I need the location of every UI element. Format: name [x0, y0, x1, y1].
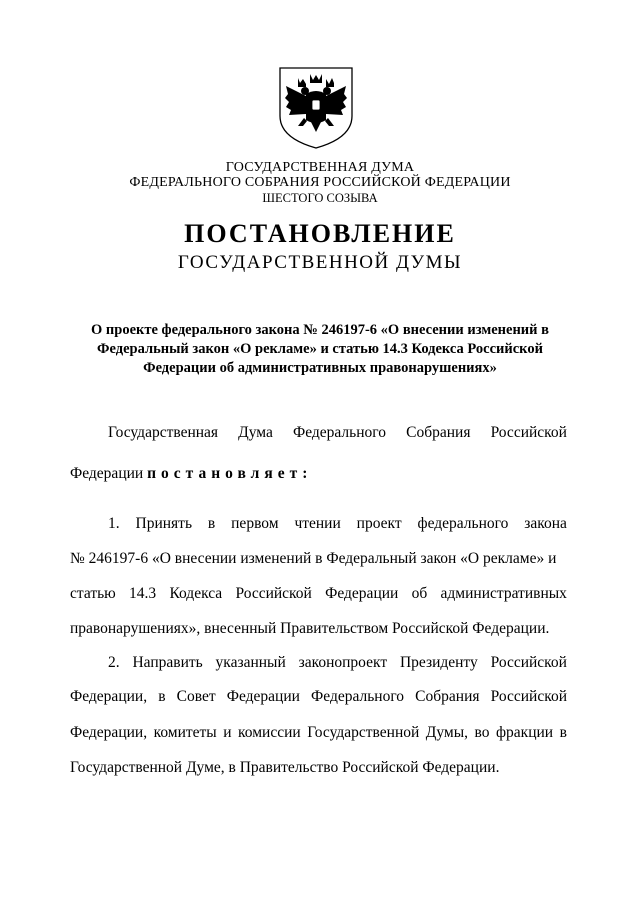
item-word: Совет [176, 688, 216, 705]
item-word: проект [356, 515, 402, 532]
item-word: 2. [108, 654, 120, 671]
item-word: статью [70, 585, 116, 602]
item-word: Федерации, [70, 724, 148, 741]
item-word: Федерального [311, 688, 405, 705]
preamble-lead: Федерации [70, 465, 144, 482]
item2-line3 [70, 724, 567, 742]
item-word: Российской [490, 654, 567, 671]
subject-line: О проекте федерального закона № 246197-6 «О внесении изменений в [91, 322, 549, 338]
item-word: и [223, 724, 232, 741]
item-word: административных [440, 585, 567, 602]
item2-line4: Государственной Думе, в Правительство Российской Федерации. [70, 759, 500, 776]
preamble-word: Собрания [406, 424, 471, 441]
item-word: Федерации [226, 688, 300, 705]
item-word: 1. [108, 515, 120, 532]
item-word: Направить [132, 654, 203, 671]
item-word: Государственной [307, 724, 420, 741]
item-word: Президенту [399, 654, 478, 671]
item-word: Российской [490, 688, 567, 705]
item1-line1 [108, 515, 567, 533]
org-name-line2: ФЕДЕРАЛЬНОГО СОБРАНИЯ РОССИЙСКОЙ ФЕДЕРАЦИИ [129, 175, 511, 190]
preamble-word: Государственная [108, 424, 219, 441]
subject-line: Федеральный закон «О рекламе» и статью 14.3 Кодекса Российской [97, 341, 543, 357]
item-word: чтении [294, 515, 341, 532]
item-word: в [207, 515, 216, 532]
item-word: указанный [215, 654, 286, 671]
item-word: в [559, 724, 567, 741]
item-word: Думы, [425, 724, 469, 741]
item-word: Принять [135, 515, 193, 532]
preamble-word: Дума [238, 424, 273, 441]
subject-line: Федерации об административных правонарушениях» [143, 360, 497, 376]
convocation-line: ШЕСТОГО СОЗЫВА [262, 191, 378, 205]
item-word: федерального [417, 515, 509, 532]
item-word: законопроект [298, 654, 388, 671]
item1-line3 [70, 585, 567, 603]
document-type-subtitle: ГОСУДАРСТВЕННОЙ ДУМЫ [177, 252, 463, 273]
item1-line2: № 246197-6 «О внесении изменений в Федеральный закон «О рекламе» и [70, 550, 557, 567]
preamble-word: Федерального [292, 424, 387, 441]
item2-line2 [70, 688, 567, 706]
document-type-title: ПОСТАНОВЛЕНИЕ [184, 219, 456, 248]
item-word: Федерации, [70, 688, 148, 705]
item-word: закона [524, 515, 567, 532]
item-word: об [411, 585, 428, 602]
item-word: Российской [235, 585, 312, 602]
decree-word: постановляет: [147, 465, 313, 482]
item-word: Федерации [325, 585, 399, 602]
preamble-word: Российской [490, 424, 567, 441]
item2-line1 [108, 654, 567, 672]
preamble-line1 [108, 424, 567, 442]
coat-of-arms-emblem [276, 64, 356, 150]
item-word: комиссии [238, 724, 301, 741]
item1-line4: правонарушениях», внесенный Правительством Российской Федерации. [70, 620, 550, 637]
item-word: Кодекса [169, 585, 223, 602]
item-word: в [158, 688, 166, 705]
item-word: 14.3 [129, 585, 157, 602]
item-word: комитеты [153, 724, 217, 741]
org-name-line1: ГОСУДАРСТВЕННАЯ ДУМА [225, 160, 415, 175]
item-word: первом [231, 515, 279, 532]
item-word: Собрания [415, 688, 480, 705]
item-word: во [474, 724, 490, 741]
item-word: фракции [495, 724, 554, 741]
preamble-line2 [70, 465, 312, 483]
document-subject [60, 321, 580, 378]
